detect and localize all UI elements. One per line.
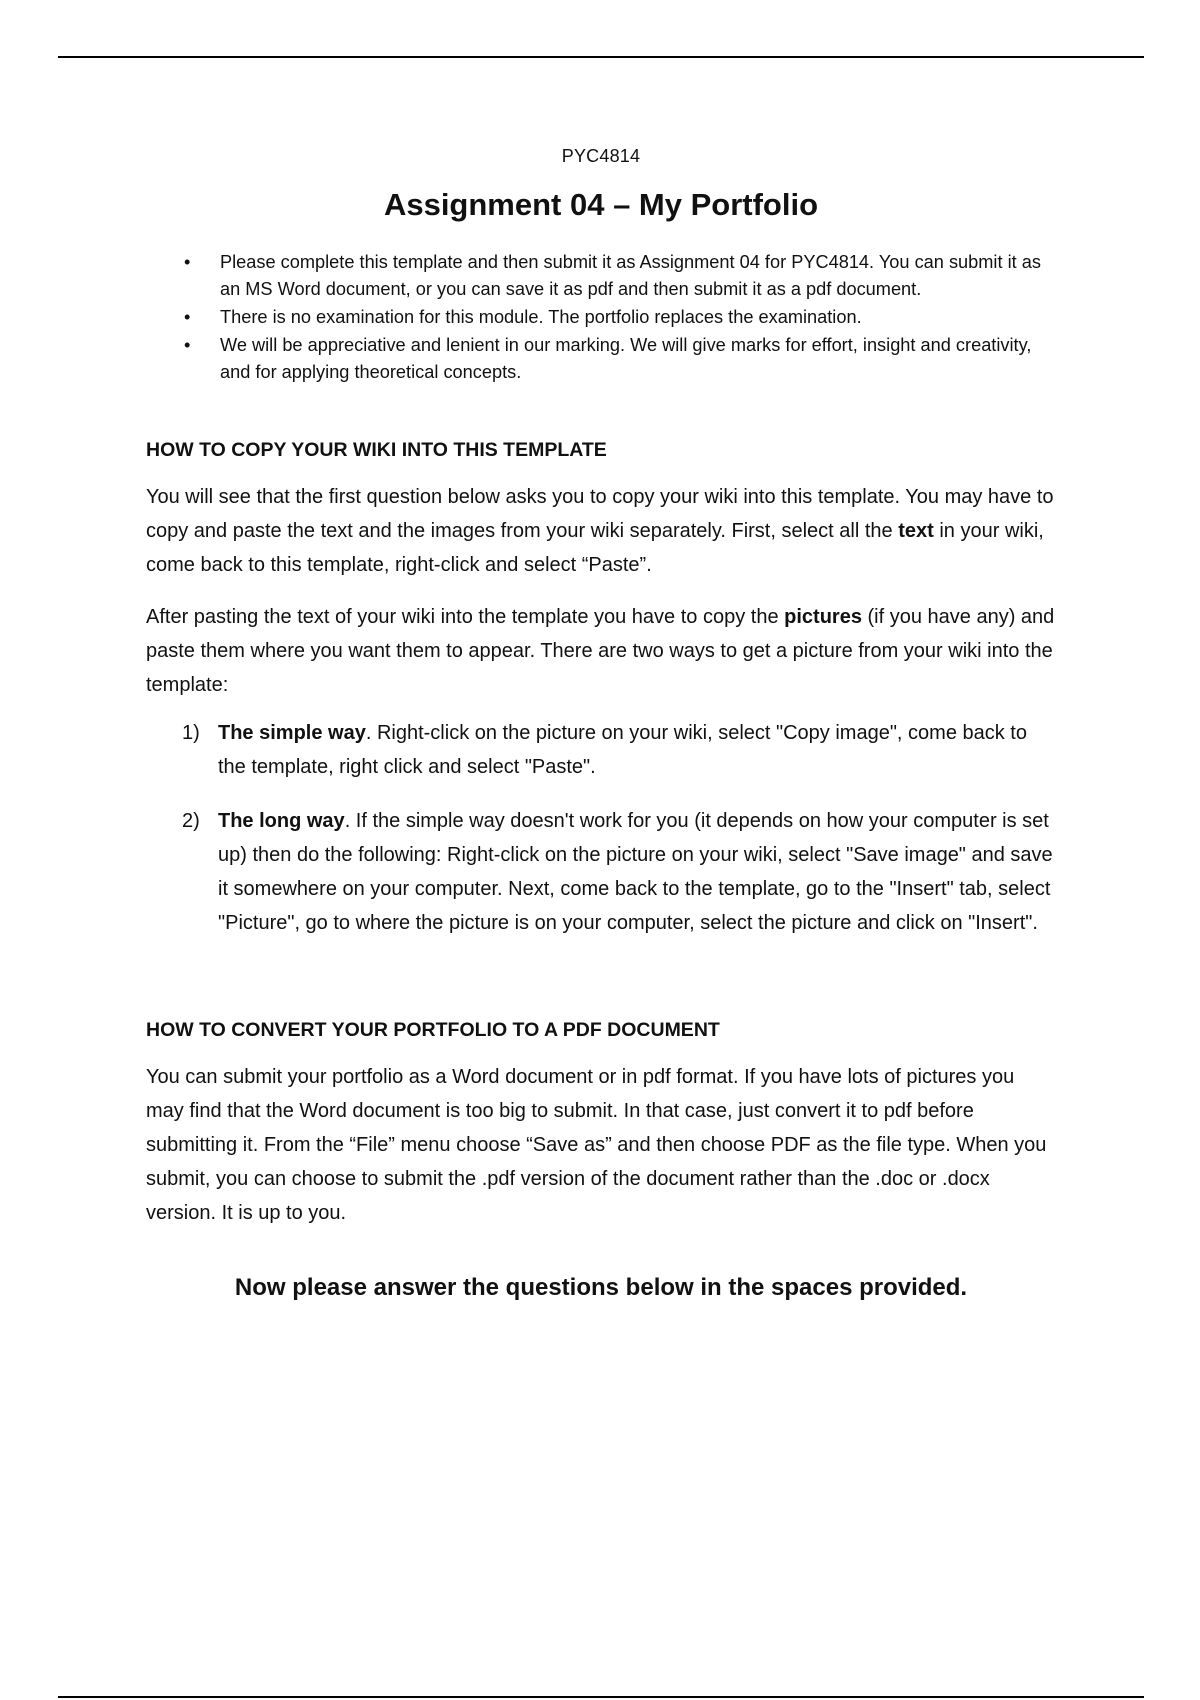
course-code: PYC4814 xyxy=(561,146,641,166)
step-text: . Right-click on the picture on your wiki, select "Copy image", come back to the template, right click and select "Paste". xyxy=(218,722,1027,778)
top-rule xyxy=(58,56,1144,58)
bullet-item: • We will be appreciative and lenient in our marking. We will give marks for effort, insight and creativity, and for applying theoretical concepts. xyxy=(184,332,1056,386)
copy-paragraph-1 xyxy=(146,480,1056,582)
copy-p2-bold: pictures xyxy=(784,606,862,628)
document-title: Assignment 04 – My Portfolio xyxy=(383,187,819,222)
copy-steps-list xyxy=(146,716,1056,940)
copy-p1-text-b: in your wiki, come back to this template, right-click and select “Paste”. xyxy=(146,520,1044,576)
copy-p1-bold: text xyxy=(898,520,934,542)
bullet-item: • There is no examination for this module. The portfolio replaces the examination. xyxy=(184,304,1056,331)
bullet-item: • Please complete this template and then submit it as Assignment 04 for PYC4814. You can submit it as an MS Word document, or you can save it as pdf and then submit it as a pdf document. xyxy=(184,249,1056,303)
copy-paragraph-2 xyxy=(146,600,1056,702)
step-simple-way xyxy=(182,716,1056,784)
step-title: The long way xyxy=(218,810,345,832)
step-title: The simple way xyxy=(218,722,366,744)
copy-p1-text-a: You will see that the first question below asks you to copy your wiki into this template. You may have to copy and paste the text and the images from your wiki separately. First, select all the xyxy=(146,486,1054,542)
convert-paragraph: You can submit your portfolio as a Word document or in pdf format. If you have lots of pictures you may find that the Word document is too big to submit. In that case, just convert it to pdf before submitting it. From the “File” menu choose “Save as” and then choose PDF as the file type. When you submit, you can choose to submit the .pdf version of the document rather than the .doc or .docx version. It is up to you. xyxy=(146,1066,1047,1224)
document-page xyxy=(146,146,1056,1302)
closing-instruction: Now please answer the questions below in the spaces provided. xyxy=(234,1274,968,1301)
copy-p2-text-a: After pasting the text of your wiki into the template you have to copy the xyxy=(146,606,785,628)
copy-wiki-heading: HOW TO COPY YOUR WIKI INTO THIS TEMPLATE xyxy=(146,439,607,461)
step-text: . If the simple way doesn't work for you (it depends on how your computer is set up) then do the following: Right-click on the picture on your wiki, select "Save image" and save it somewhere on your computer. Next, come back to the template, go to the "Insert" tab, select "Picture", go to where the picture is on your computer, select the picture and click on "Insert". xyxy=(218,810,1053,934)
step-number: 2) xyxy=(182,810,200,832)
step-long-way xyxy=(182,804,1056,940)
step-number: 1) xyxy=(182,722,200,744)
convert-pdf-heading: HOW TO CONVERT YOUR PORTFOLIO TO A PDF DOCUMENT xyxy=(146,1019,720,1041)
copy-p2-text-b: (if you have any) and paste them where you want them to appear. There are two ways to get a picture from your wiki into the template: xyxy=(146,606,1055,696)
bottom-rule xyxy=(58,1696,1144,1698)
instruction-bullets xyxy=(146,249,1056,386)
